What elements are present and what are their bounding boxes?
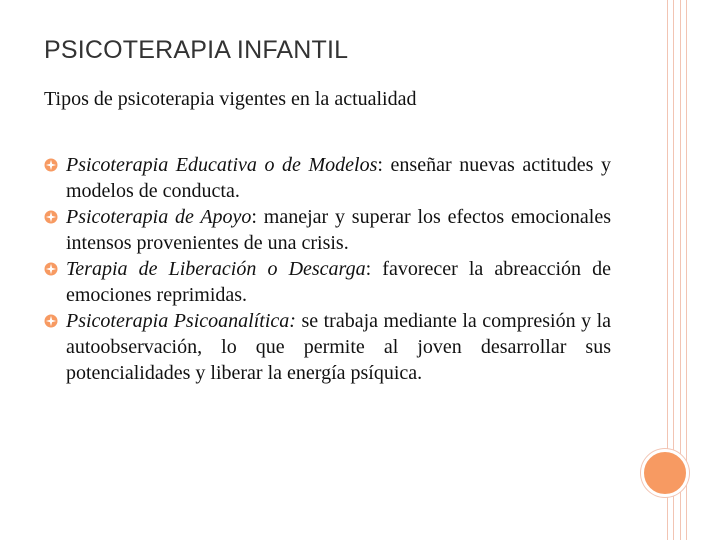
slide-subtitle: Tipos de psicoterapia vigentes en la actualidad [44, 88, 417, 110]
compass-star-icon [44, 158, 58, 172]
bullet-term: Terapia de Liberación o Descarga [66, 258, 366, 280]
bullet-item [44, 204, 611, 256]
bullet-item [44, 308, 611, 386]
bullet-separator: : [251, 206, 264, 228]
decorative-circle [641, 449, 689, 497]
bullet-separator: : [365, 258, 383, 280]
compass-star-icon [44, 314, 58, 328]
bullet-description: enseñar nuevas actitudes y modelos de conducta. [66, 154, 611, 202]
bullet-description: se trabaja mediante la compresión y la autoobservación, lo que permite al joven desarrollar sus potencialidades y liberar la energía psíquica. [66, 310, 612, 384]
slide-title: PSICOTERAPIA INFANTIL [44, 36, 349, 64]
bullet-term: Psicoterapia Educativa o de Modelos [66, 154, 378, 176]
bullet-description: favorecer la abreacción de emociones reprimidas. [66, 258, 611, 306]
frame-line [686, 0, 687, 540]
compass-star-icon [44, 210, 58, 224]
bullet-item [44, 256, 611, 308]
bullet-term: Psicoterapia Psicoanalítica: [66, 310, 296, 332]
compass-star-icon [44, 262, 58, 276]
bullet-description: manejar y superar los efectos emocionales intensos provenientes de una crisis. [66, 206, 611, 254]
bullet-term: Psicoterapia de Apoyo [66, 206, 252, 228]
bullet-separator: : [377, 154, 391, 176]
bullet-item [44, 152, 611, 204]
bullet-list [44, 152, 611, 386]
